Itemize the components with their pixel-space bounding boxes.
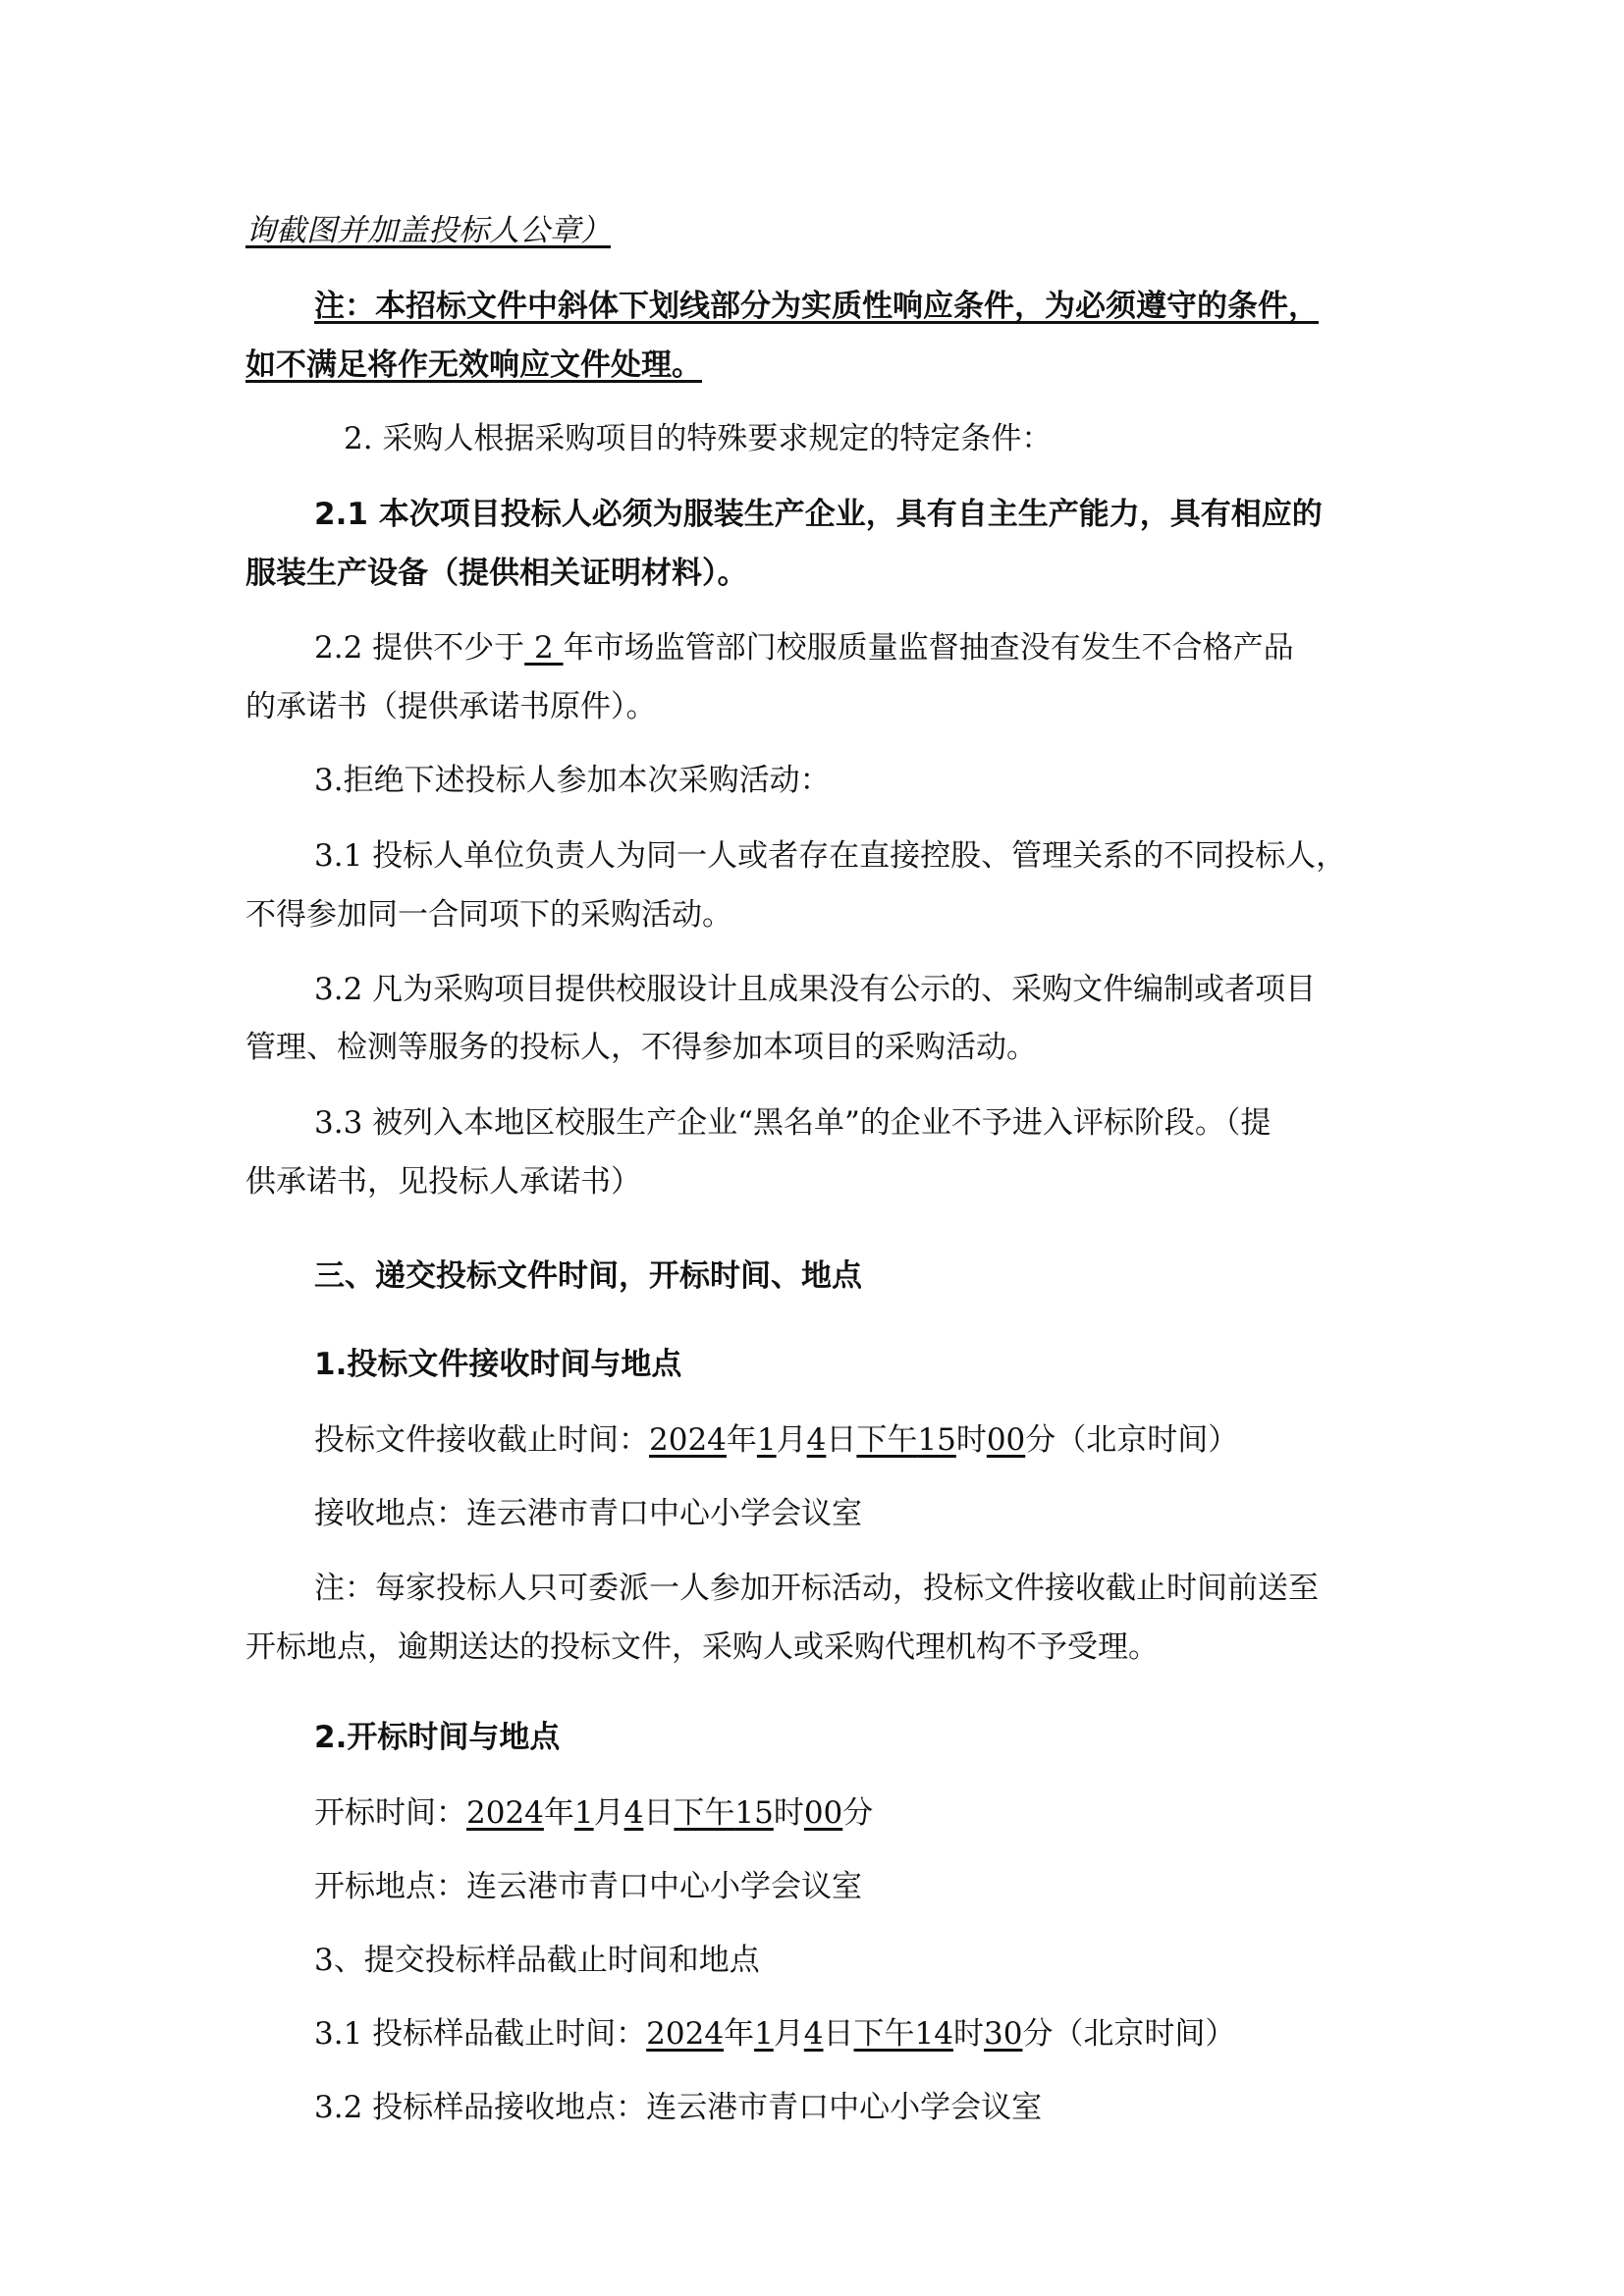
- text-span: 月: [773, 2016, 804, 2052]
- text-line: 注：每家投标人只可委派一人参加开标活动，投标文件接收截止时间前送至: [314, 1571, 1319, 1606]
- pm-value: 下午: [674, 1795, 735, 1831]
- month-value: 1: [754, 2016, 774, 2052]
- text-line: 开标地点，逾期送达的投标文件，采购人或采购代理机构不予受理。: [245, 1629, 1159, 1665]
- text-line: 供承诺书，见投标人承诺书）: [245, 1164, 641, 1200]
- text-span: 时: [955, 1422, 987, 1458]
- subsection-heading: 1.投标文件接收时间与地点: [314, 1347, 682, 1382]
- text-span: 2.2 提供不少于: [314, 630, 525, 666]
- note-line: 注：本招标文件中斜体下划线部分为实质性响应条件，为必须遵守的条件，: [314, 289, 1319, 324]
- text-span: 分（北京时间）: [1025, 1422, 1239, 1458]
- month-value: 1: [573, 1795, 594, 1831]
- text-span: 月: [593, 1795, 624, 1831]
- text-span: 日: [643, 1795, 675, 1831]
- year-value: 2024: [646, 2016, 725, 2052]
- minute-value: 00: [986, 1422, 1026, 1458]
- text-span: 时: [773, 1795, 804, 1831]
- hour-value: 14: [914, 2016, 953, 2052]
- text-line: 管理、检测等服务的投标人，不得参加本项目的采购活动。: [245, 1030, 1037, 1065]
- text-span: 开标时间：: [314, 1795, 466, 1831]
- section-heading: 三、递交投标文件时间，开标时间、地点: [314, 1258, 862, 1294]
- text-line: 3.2 凡为采购项目提供校服设计且成果没有公示的、采购文件编制或者项目: [314, 972, 1317, 1007]
- text-span: 投标文件接收截止时间：: [314, 1422, 649, 1458]
- text-line: 开标地点：连云港市青口中心小学会议室: [314, 1869, 862, 1904]
- text-line: 3.2 投标样品接收地点：连云港市青口中心小学会议室: [314, 2090, 1043, 2125]
- text-line: 3.拒绝下述投标人参加本次采购活动：: [314, 763, 831, 798]
- text-line: 不得参加同一合同项下的采购活动。: [245, 897, 732, 933]
- year-value: 2024: [649, 1422, 727, 1458]
- text-span: 3.1 投标样品截止时间：: [314, 2016, 647, 2052]
- note-line: 如不满足将作无效响应文件处理。: [245, 347, 702, 383]
- text-span: 分: [842, 1795, 874, 1831]
- heading-line: 2.1 本次项目投标人必须为服装生产企业，具有自主生产能力，具有相应的: [314, 497, 1323, 532]
- day-value: 4: [806, 1422, 827, 1458]
- minute-value: 00: [803, 1795, 843, 1831]
- day-value: 4: [803, 2016, 824, 2052]
- minute-value: 30: [983, 2016, 1023, 2052]
- hour-value: 15: [917, 1422, 956, 1458]
- underlined-value: 2: [524, 630, 564, 666]
- text-span: 时: [952, 2016, 984, 2052]
- subsection-heading: 2.开标时间与地点: [314, 1720, 561, 1755]
- text-line: 2. 采购人根据采购项目的特殊要求规定的特定条件：: [344, 421, 1053, 456]
- text-span: 日: [823, 2016, 854, 2052]
- opening-time-line: [314, 1793, 873, 1833]
- text-span: 年: [543, 1795, 574, 1831]
- day-value: 4: [623, 1795, 644, 1831]
- heading-line: 服装生产设备（提供相关证明材料）。: [245, 556, 748, 591]
- text-line: [314, 628, 1294, 667]
- pm-value: 下午: [856, 1422, 918, 1458]
- deadline-line: [314, 1420, 1238, 1460]
- text-line: 询截图并加盖投标人公章）: [245, 213, 611, 248]
- year-value: 2024: [466, 1795, 544, 1831]
- text-span: 日: [826, 1422, 857, 1458]
- sample-deadline-line: [314, 2014, 1235, 2054]
- pm-value: 下午: [853, 2016, 915, 2052]
- hour-value: 15: [734, 1795, 774, 1831]
- text-span: 月: [776, 1422, 807, 1458]
- text-span: 年: [724, 2016, 755, 2052]
- month-value: 1: [756, 1422, 777, 1458]
- text-line: 接收地点：连云港市青口中心小学会议室: [314, 1496, 862, 1531]
- text-line: 3.3 被列入本地区校服生产企业“黑名单”的企业不予进入评标阶段。（提: [314, 1105, 1272, 1141]
- text-span: 年: [726, 1422, 757, 1458]
- text-span: 年市场监管部门校服质量监督抽查没有发生不合格产品: [563, 630, 1294, 666]
- text-span: 分（北京时间）: [1022, 2016, 1236, 2052]
- text-line: 3.1 投标人单位负责人为同一人或者存在直接控股、管理关系的不同投标人，: [314, 838, 1347, 874]
- text-line: 3、提交投标样品截止时间和地点: [314, 1943, 760, 1978]
- text-line: 的承诺书（提供承诺书原件）。: [245, 689, 657, 724]
